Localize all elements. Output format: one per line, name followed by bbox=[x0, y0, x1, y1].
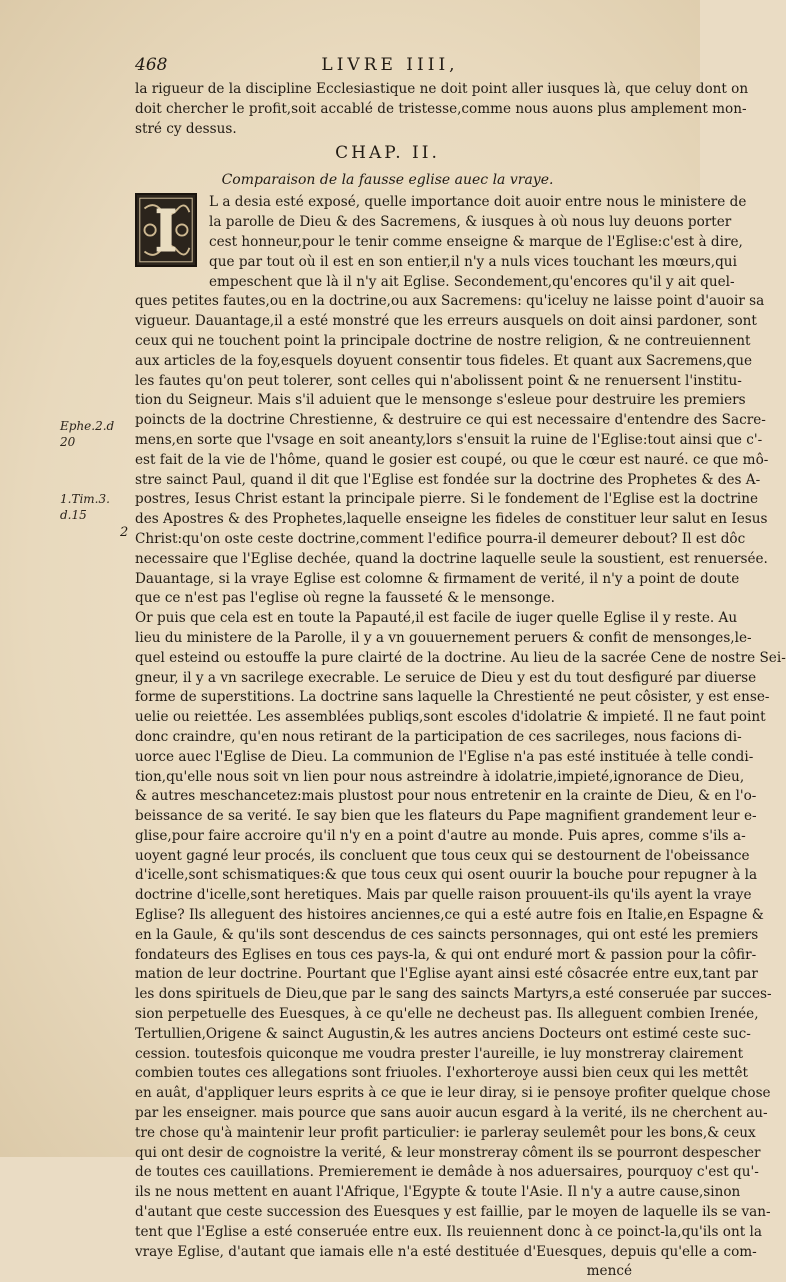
margin-note bbox=[60, 418, 114, 450]
text-line: fondateurs des Eglises en tous ces pays-la, & qui ont enduré mort & passion pour la côfir- bbox=[135, 946, 757, 963]
catchword: mencé bbox=[586, 1263, 632, 1280]
text-line: ceux qui ne touchent point la principale doctrine de nostre religion, & ne contreuiennent bbox=[135, 332, 751, 349]
text-line: beissance de sa verité. Ie say bien que les flateurs du Pape magnifient grandement leur e- bbox=[135, 808, 757, 825]
text-line: en auât, d'appliquer leurs esprits à ce que ie leur diray, si ie pensoye profiter quelque chose bbox=[135, 1085, 771, 1102]
text-line: les fautes qu'on peut tolerer, sont celles qui n'abolissent point & ne renuersent l'institu- bbox=[135, 372, 742, 389]
text-line: la rigueur de la discipline Ecclesiastique ne doit point aller iusques là, que celuy dont on bbox=[135, 81, 749, 97]
page-number: 468 bbox=[135, 55, 168, 75]
chapter-subtitle: Comparaison de la fausse eglise auec la vraye. bbox=[221, 172, 554, 189]
text-line: Christ:qu'on oste ceste doctrine,comment l'edifice pourra-il demeurer debout? Il est dôc bbox=[135, 530, 746, 547]
text-line: forme de superstitions. La doctrine sans laquelle la Chrestienté ne peut côsister, y est ense- bbox=[135, 689, 770, 706]
text-line: des Apostres & des Prophetes,laquelle enseigne les fideles de constituer leur salut en Iesus bbox=[135, 511, 768, 528]
text-line: postres, Iesus Christ estant la principale pierre. Si le fondement de l'Eglise est la doctrine bbox=[135, 491, 759, 508]
text-line: par les enseigner. mais pource que sans auoir aucun esgard à la verité, ils ne cherchent au- bbox=[135, 1105, 768, 1122]
text-line: tion du Seigneur. Mais s'il aduient que le mensonge s'esleue pour destruire les premiers bbox=[135, 392, 746, 409]
text-line: uoyent gagné leur procés, ils concluent que tous ceux qui se destournent de l'obeissance bbox=[135, 847, 750, 864]
text-line: la parolle de Dieu & des Sacremens, & iusques à où nous luy deuons porter bbox=[209, 214, 732, 231]
text-line: cest honneur,pour le tenir comme enseigne & marque de l'Eglise:c'est à dire, bbox=[209, 233, 743, 250]
text-line: L a desia esté exposé, quelle importance doit auoir entre nous le ministere de bbox=[209, 194, 747, 211]
text-line: en la Gaule, & qu'ils sont descendus de ces saincts personnages, qui ont esté les premiers bbox=[135, 926, 759, 943]
text-line: uorce auec l'Eglise de Dieu. La communion de l'Eglise n'a pas esté instituée à telle condi- bbox=[135, 748, 754, 765]
text-line: mens,en sorte que l'vsage en soit aneanty,lors s'ensuit la ruine de l'Eglise:tout ainsi que c'- bbox=[135, 431, 763, 448]
text-line: doctrine d'icelle,sont heretiques. Mais par quelle raison prouuent-ils qu'ils ayent la vraye bbox=[135, 887, 752, 904]
text-line: uelie ou reiettée. Les assemblées publiqs,sont escoles d'idolatrie & impieté. Il ne faut point bbox=[135, 709, 766, 726]
paragraph-number: 2 bbox=[120, 525, 129, 540]
text-line: aux articles de la foy,esquels doyuent consentir tous fideles. Et quant aux Sacremens,que bbox=[135, 352, 753, 369]
chapter-heading: CHAP. II. bbox=[335, 143, 440, 164]
text-line: tre chose qu'à maintenir leur profit particulier: ie parleray seulemêt pour les bons,& ceux bbox=[135, 1124, 756, 1141]
text-line: tion,qu'elle nous soit vn lien pour nous astreindre à idolatrie,impieté,ignorance de Dieu, bbox=[135, 768, 745, 785]
text-line: donc craindre, qu'en nous retirant de la participation de ces sacrileges, nous facions di- bbox=[135, 728, 742, 745]
text-line: d'icelle,sont schismatiques:& que tous ceux qui osent ouurir la bouche pour repugner à la bbox=[135, 867, 758, 884]
margin-note-sub: 20 bbox=[60, 435, 76, 449]
text-line: & autres meschancetez:mais plustost pour nous entretenir en la crainte de Dieu, & en l'o- bbox=[135, 788, 757, 805]
text-line: combien toutes ces allegations sont friuoles. I'exhorteroye aussi bien ceux qui les mettêt bbox=[135, 1065, 748, 1082]
running-title: LIVRE IIII, bbox=[321, 55, 459, 75]
text-line: gneur, il y a vn sacrilege execrable. Le seruice de Dieu y est du tout desfiguré par diuerse bbox=[135, 669, 757, 686]
text-line: glise,pour faire accroire qu'il n'y en a point d'autre au monde. Puis apres, comme s'ils a- bbox=[135, 827, 746, 844]
text-line: ques petites fautes,ou en la doctrine,ou aux Sacremens: qu'iceluy ne laisse point d'auoir sa bbox=[135, 293, 765, 310]
text-line: que ce n'est pas l'eglise où regne la fausseté & le mensonge. bbox=[135, 590, 555, 607]
text-line: necessaire que l'Eglise dechée, quand la doctrine laquelle seule la soustient, est renuersée. bbox=[135, 550, 768, 567]
text-line: quel esteind ou estouffe la pure clairté de la doctrine. Au lieu de la sacrée Cene de nostre Sei- bbox=[135, 649, 786, 666]
text-line: cession. toutesfois quiconque me voudra prester l'aureille, ie luy monstreray clairement bbox=[135, 1045, 744, 1062]
margin-note-ref: Ephe.2.d bbox=[60, 419, 115, 433]
margin-note-ref: 1.Tim.3. bbox=[60, 492, 110, 506]
text-line: stre sainct Paul, quand il dit que l'Eglise est fondée sur la doctrine des Prophetes & des A- bbox=[135, 471, 761, 488]
text-line: les dons spirituels de Dieu,que par le sang des saincts Martyrs,a esté conseruée par succes- bbox=[135, 986, 772, 1003]
text-line: mation de leur doctrine. Pourtant que l'Eglise ayant ainsi esté côsacrée entre eux,tant par bbox=[135, 966, 758, 983]
text-line: tent que l'Eglise a esté conseruée entre eux. Ils reuiennent donc à ce poinct-la,qu'ils ont la bbox=[135, 1223, 762, 1240]
text-line: vigueur. Dauantage,il a esté monstré que les erreurs ausquels on doit ainsi pardoner, sont bbox=[135, 313, 757, 330]
text-line: lieu du ministere de la Parolle, il y a vn gouuernement peruers & confit de mensonges,le- bbox=[135, 629, 752, 646]
text-line: Dauantage, si la vraye Eglise est colomne & firmament de verité, il n'y a point de doute bbox=[135, 570, 740, 587]
margin-note-sub: d.15 bbox=[60, 508, 87, 522]
text-line: vraye Eglise, d'autant que iamais elle n'a esté destituée d'Euesques, depuis qu'elle a com- bbox=[135, 1243, 757, 1260]
text-line: est fait de la vie de l'hôme, quand le gosier est coupé, ou que le cœur est nauré. ce que mô- bbox=[135, 451, 769, 468]
ornate-initial-icon bbox=[135, 193, 197, 267]
text-line: Tertullien,Origene & sainct Augustin,& les autres anciens Docteurs ont estimé ceste suc- bbox=[135, 1025, 751, 1042]
text-line: de toutes ces cauillations. Premierement ie demâde à nos aduersaires, pourquoy c'est qu'- bbox=[135, 1164, 759, 1181]
text-column bbox=[135, 80, 786, 1282]
text-line: que par tout où il est en son entier,il n'y a nuls vices touchant les mœurs,qui bbox=[209, 253, 737, 270]
margin-note bbox=[60, 491, 110, 523]
text-line: Or puis que cela est en toute la Papauté,il est facile de iuger quelle Eglise il y reste. Au bbox=[135, 610, 738, 627]
dropcap-block bbox=[135, 193, 747, 292]
paragraph-1 bbox=[135, 292, 769, 609]
paragraph-2 bbox=[135, 609, 786, 1282]
text-line: ils ne nous mettent en auant l'Afrique, l'Egypte & toute l'Asie. Il n'y a autre cause,sinon bbox=[135, 1184, 741, 1201]
text-line: Eglise? Ils alleguent des histoires anciennes,ce qui a esté autre fois en Italie,en Espagne & bbox=[135, 907, 764, 924]
text-line: empeschent que là il n'y ait Eglise. Secondement,qu'encores qu'il y ait quel- bbox=[209, 273, 735, 290]
text-line: d'autant que ceste succession des Euesques y est faillie, par le moyen de laquelle ils se van- bbox=[135, 1204, 771, 1221]
page-header bbox=[135, 55, 645, 81]
text-line: stré cy dessus. bbox=[135, 120, 237, 137]
text-line: poincts de la doctrine Chrestienne, & destruire ce qui est necessaire d'entendre des Sacre- bbox=[135, 412, 766, 429]
text-line: qui ont desir de cognoistre la verité, & leur monstreray côment ils se pourront despescher bbox=[135, 1144, 761, 1161]
text-line: doit chercher le profit,soit accablé de tristesse,comme nous auons plus amplement mon- bbox=[135, 100, 747, 117]
text-line: sion perpetuelle des Euesques, à ce qu'elle ne decheust pas. Ils alleguent combien Irenée, bbox=[135, 1006, 759, 1023]
